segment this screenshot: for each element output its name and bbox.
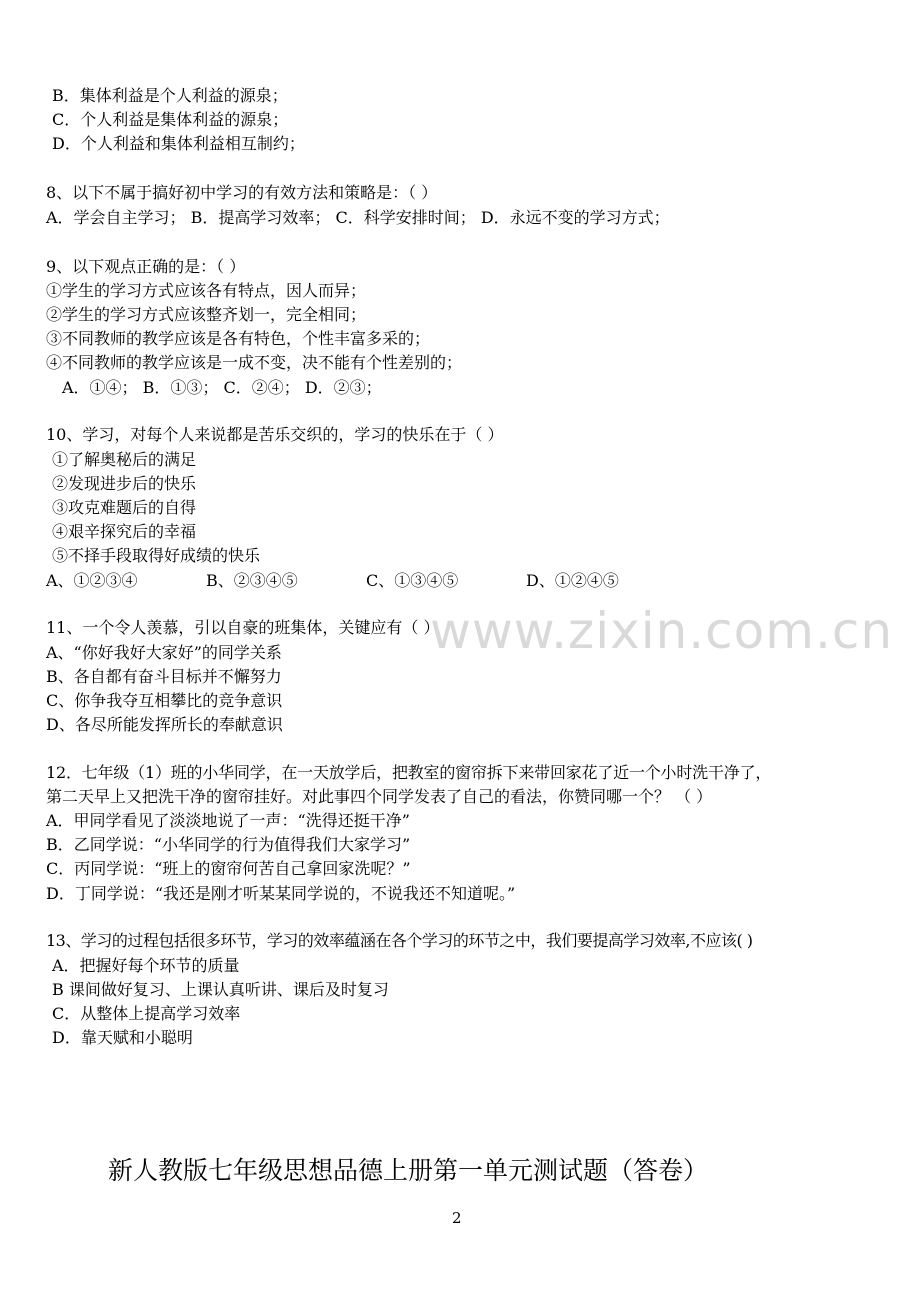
q10-item-4: ④艰辛探究后的幸福 [52,522,197,541]
q9-stem: 9、以下观点正确的是：（ ） [46,257,246,276]
q10-stem: 10、学习，对每个人来说都是苦乐交织的，学习的快乐在于（ ） [46,425,504,444]
q12-option-b: B．乙同学说：“小华同学的行为值得我们大家学习” [46,835,411,854]
q13-option-b: B 课间做好复习、上课认真听讲、课后及时复习 [52,980,389,999]
q8-stem: 8、以下不属于搞好初中学习的有效方法和策略是：（ ） [46,183,438,202]
q7-option-d: D．个人利益和集体利益相互制约； [52,134,305,153]
watermark: www.zixin.com.cn [430,602,894,660]
q10-option-c: C、①③④⑤ [366,571,459,590]
q10-option-b: B、②③④⑤ [206,571,298,590]
q10-item-2: ②发现进步后的快乐 [52,474,197,493]
q9-item-3: ③不同教师的教学应该是各有特色，个性丰富多采的； [46,329,431,348]
page-number: 2 [452,1209,462,1227]
q10-option-d: D、①②④⑤ [526,571,619,590]
q7-option-c: C．个人利益是集体利益的源泉； [52,110,289,129]
q11-option-c: C、你争我夺互相攀比的竞争意识 [46,691,283,710]
q10-item-5: ⑤不择手段取得好成绩的快乐 [52,546,261,565]
q9-item-2: ②学生的学习方式应该整齐划一，完全相同； [46,305,367,324]
q11-option-b: B、各自都有奋斗目标并不懈努力 [46,667,282,686]
q11-stem: 11、一个令人羡慕，引以自豪的班集体，关键应有（ ） [46,618,440,637]
answer-sheet-title: 新人教版七年级思想品德上册第一单元测试题（答卷） [108,1156,709,1185]
q9-item-1: ①学生的学习方式应该各有特点，因人而异； [46,281,367,300]
q10-option-a: A、①②③④ [46,571,138,590]
q12-stem-line-2: 第二天早上又把洗干净的窗帘挂好。对此事四个同学发表了自己的看法，你赞同哪一个？ （ ） [46,787,713,806]
q13-option-a: A．把握好每个环节的质量 [52,956,240,975]
q11-option-d: D、各尽所能发挥所长的奉献意识 [46,715,283,734]
q13-option-c: C．从整体上提高学习效率 [52,1004,241,1023]
q12-option-c: C．丙同学说：“班上的窗帘何苦自己拿回家洗呢？” [46,859,411,878]
q8-options: A．学会自主学习； B．提高学习效率； C．科学安排时间； D．永远不变的学习方式； [46,208,670,227]
q9-item-4: ④不同教师的教学应该是一成不变，决不能有个性差别的； [46,353,463,372]
q9-options: A．①④； B．①③； C．②④； D．②③； [62,378,382,397]
q11-option-a: A、“你好我好大家好”的同学关系 [46,643,282,662]
q12-option-a: A．甲同学看见了淡淡地说了一声：“洗得还挺干净” [46,811,410,830]
q12-stem-line-1: 12．七年级（1）班的小华同学，在一天放学后，把教室的窗帘拆下来带回家花了近一个小时洗干净了， [46,763,772,782]
q10-item-3: ③攻克难题后的自得 [52,498,197,517]
q13-option-d: D．靠天赋和小聪明 [52,1028,193,1047]
q10-item-1: ①了解奥秘后的满足 [52,450,197,469]
q7-option-b: B．集体利益是个人利益的源泉； [52,86,288,105]
q13-stem: 13、学习的过程包括很多环节，学习的效率蕴涵在各个学习的环节之中，我们要提高学习效率,不应该( ) [46,931,753,950]
q12-option-d: D．丁同学说：“我还是刚才听某某同学说的，不说我还不知道呢。” [46,884,516,903]
